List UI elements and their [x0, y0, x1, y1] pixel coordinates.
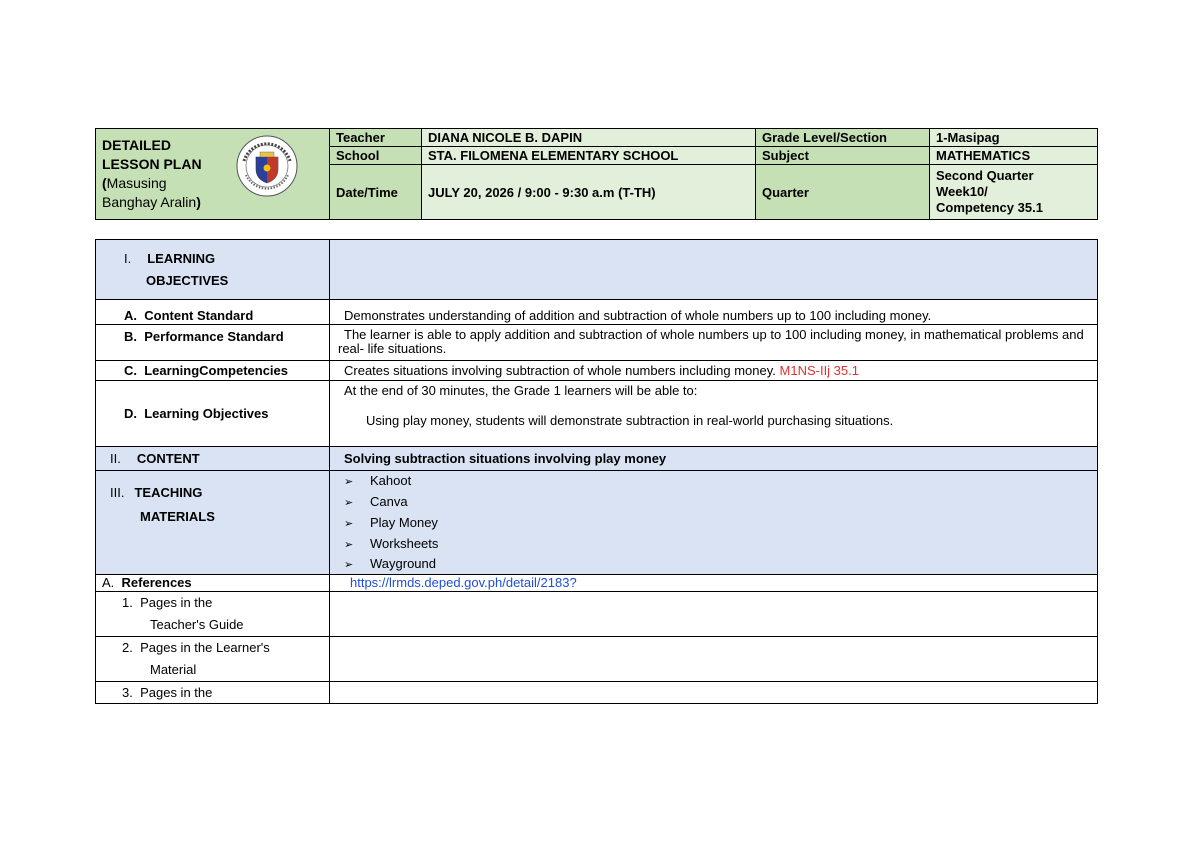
grade-value: 1-Masipag — [930, 129, 1098, 147]
list-item: ➢ Canva — [344, 494, 408, 509]
teacher-value: DIANA NICOLE B. DAPIN — [422, 129, 756, 147]
subject-label: Subject — [756, 147, 930, 165]
title-line1: DETAILED — [102, 137, 171, 153]
learning-competencies-label: C. LearningCompetencies — [96, 361, 330, 381]
teachers-guide-label: 1. Pages in the Teacher's Guide — [96, 592, 330, 637]
lesson-plan-title — [96, 129, 330, 220]
datetime-value: JULY 20, 2026 / 9:00 - 9:30 a.m (T-TH) — [422, 165, 756, 220]
content-standard-value: Demonstrates understanding of addition and subtraction of whole numbers up to 100 including money. — [330, 300, 1098, 325]
learning-competencies-value: Creates situations involving subtraction of whole numbers including money. M1NS-IIj 35.1 — [330, 361, 1098, 381]
performance-standard-label: B. Performance Standard — [96, 325, 330, 361]
section1-heading: I. LEARNING OBJECTIVES — [96, 240, 330, 300]
learners-material-value — [330, 637, 1098, 682]
school-label: School — [330, 147, 422, 165]
deped-seal-icon — [236, 135, 298, 197]
competency-code: M1NS-IIj 35.1 — [779, 362, 859, 378]
learners-material-label: 2. Pages in the Learner's Material — [96, 637, 330, 682]
teaching-materials-list — [330, 471, 1098, 575]
lesson-table — [95, 239, 1098, 704]
references-value — [330, 575, 1098, 592]
title-line2: LESSON PLAN — [102, 156, 202, 172]
list-item: ➢ Worksheets — [344, 536, 439, 551]
grade-label: Grade Level/Section — [756, 129, 930, 147]
subject-value: MATHEMATICS — [930, 147, 1098, 165]
list-item: ➢ Play Money — [344, 515, 438, 530]
subtitle: (Masusing — [102, 175, 167, 191]
performance-standard-value: The learner is able to apply addition and subtraction of whole numbers up to 100 including money, in mathematical problems and real- life situations. — [330, 325, 1098, 361]
content-heading: II. CONTENT — [96, 447, 330, 471]
teaching-materials-heading: III. TEACHING MATERIALS — [96, 471, 330, 575]
content-standard-label: A. Content Standard — [96, 300, 330, 325]
learning-objectives-label: D. Learning Objectives — [96, 381, 330, 447]
textbook-pages-label: 3. Pages in the — [96, 682, 330, 704]
section1-blank — [330, 240, 1098, 300]
teacher-label: Teacher — [330, 129, 422, 147]
teachers-guide-value — [330, 592, 1098, 637]
list-item: ➢ Kahoot — [344, 473, 412, 488]
school-value: STA. FILOMENA ELEMENTARY SCHOOL — [422, 147, 756, 165]
quarter-label: Quarter — [756, 165, 930, 220]
quarter-value: Second Quarter Week10/ Competency 35.1 — [930, 165, 1098, 220]
references-label: A. References — [96, 575, 330, 592]
datetime-label: Date/Time — [330, 165, 422, 220]
learning-objectives-value: At the end of 30 minutes, the Grade 1 learners will be able to: Using play money, students will demonstrate subtraction in real-world purchasing situations. — [330, 381, 1098, 447]
references-link[interactable]: https://lrmds.deped.gov.ph/detail/2183? — [350, 575, 577, 590]
content-value: Solving subtraction situations involving play money — [330, 447, 1098, 471]
subtitle-line2: Banghay Aralin) — [102, 194, 201, 210]
list-item: ➢ Wayground — [344, 556, 436, 571]
header-table — [95, 128, 1098, 220]
textbook-pages-value — [330, 682, 1098, 704]
